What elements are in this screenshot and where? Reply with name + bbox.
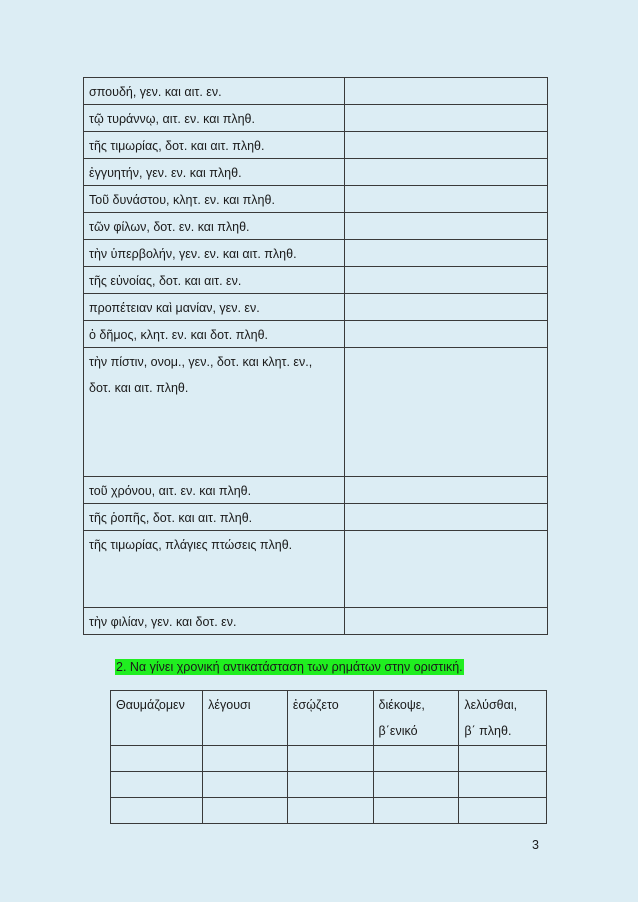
- verb-sublabel: β΄ πληθ.: [464, 724, 512, 738]
- answer-cell: [344, 267, 547, 294]
- answer-cell: [373, 772, 459, 798]
- verb-label: λέγουσι: [208, 698, 251, 712]
- answer-cell: [344, 531, 547, 608]
- table-row: [84, 531, 548, 608]
- table-row: [84, 504, 548, 531]
- table-row: [84, 159, 548, 186]
- answer-cell: [344, 213, 547, 240]
- exercise-2-heading: 2. Να γίνει χρονική αντικατάσταση των ρημάτων στην οριστική.: [116, 660, 463, 674]
- case-exercise-table: [83, 77, 548, 635]
- table-row: [84, 240, 548, 267]
- answer-cell: [344, 186, 547, 213]
- answer-cell: [373, 798, 459, 824]
- answer-cell: [344, 608, 547, 635]
- answer-cell: [344, 504, 547, 531]
- table-row: [111, 746, 547, 772]
- table-row: [84, 186, 548, 213]
- word-cell: τῆς ῥοπῆς, δοτ. και αιτ. πληθ.: [84, 504, 345, 531]
- answer-cell: [344, 105, 547, 132]
- answer-cell: [203, 772, 288, 798]
- table-row: [84, 348, 548, 477]
- answer-cell: [111, 746, 203, 772]
- word-line: τὴν πίστιν, ονομ., γεν., δοτ. και κλητ. εν.,: [89, 355, 313, 369]
- word-cell: τῆς εὐνοίας, δοτ. και αιτ. εν.: [84, 267, 345, 294]
- answer-cell: [111, 772, 203, 798]
- answer-cell: [459, 798, 547, 824]
- word-cell: τοῦ χρόνου, αιτ. εν. και πληθ.: [84, 477, 345, 504]
- answer-cell: [203, 746, 288, 772]
- verb-label: Θαυμάζομεν: [116, 698, 185, 712]
- answer-cell: [459, 772, 547, 798]
- verb-label: διέκοψε,: [378, 698, 425, 712]
- verb-cell: [287, 691, 373, 746]
- verb-label: ἐσῴζετο: [292, 698, 339, 712]
- answer-cell: [287, 798, 373, 824]
- table-row: [84, 608, 548, 635]
- answer-cell: [203, 798, 288, 824]
- word-cell: σπουδή, γεν. και αιτ. εν.: [84, 78, 345, 105]
- verb-cell: [373, 691, 459, 746]
- answer-cell: [344, 321, 547, 348]
- word-cell: Τοῦ δυνάστου, κλητ. εν. και πληθ.: [84, 186, 345, 213]
- word-cell: ὁ δῆμος, κλητ. εν. και δοτ. πληθ.: [84, 321, 345, 348]
- table-row: [84, 132, 548, 159]
- table-row: [84, 78, 548, 105]
- answer-cell: [344, 78, 547, 105]
- table-row: [111, 798, 547, 824]
- table-row: [111, 772, 547, 798]
- answer-cell: [287, 772, 373, 798]
- page-number: 3: [532, 838, 539, 852]
- table-row: [84, 213, 548, 240]
- word-cell: [84, 348, 345, 477]
- table-row: [84, 105, 548, 132]
- answer-cell: [373, 746, 459, 772]
- verb-cell: [203, 691, 288, 746]
- table-row: [84, 321, 548, 348]
- answer-cell: [344, 294, 547, 321]
- answer-cell: [344, 477, 547, 504]
- answer-cell: [344, 132, 547, 159]
- verb-label: λελύσθαι,: [464, 698, 518, 712]
- word-line-2: δοτ. και αιτ. πληθ.: [89, 381, 189, 395]
- verb-sublabel: β΄ενικό: [378, 724, 418, 738]
- word-cell: τῆς τιμωρίας, δοτ. και αιτ. πληθ.: [84, 132, 345, 159]
- verb-cell: [111, 691, 203, 746]
- answer-cell: [344, 348, 547, 477]
- answer-cell: [459, 746, 547, 772]
- word-cell: προπέτειαν καὶ μανίαν, γεν. εν.: [84, 294, 345, 321]
- answer-cell: [344, 159, 547, 186]
- answer-cell: [344, 240, 547, 267]
- verb-exercise-table: [110, 690, 547, 824]
- answer-cell: [287, 746, 373, 772]
- table-row: [84, 267, 548, 294]
- word-cell: τὴν φιλίαν, γεν. και δοτ. εν.: [84, 608, 345, 635]
- word-cell: τῆς τιμωρίας, πλάγιες πτώσεις πληθ.: [84, 531, 345, 608]
- table-row: [84, 477, 548, 504]
- word-cell: τὴν ὑπερβολήν, γεν. εν. και αιτ. πληθ.: [84, 240, 345, 267]
- table-row: [84, 294, 548, 321]
- table-header-row: [111, 691, 547, 746]
- word-cell: ἐγγυητήν, γεν. εν. και πληθ.: [84, 159, 345, 186]
- word-cell: τῶν φίλων, δοτ. εν. και πληθ.: [84, 213, 345, 240]
- verb-cell: [459, 691, 547, 746]
- answer-cell: [111, 798, 203, 824]
- word-cell: τῷ τυράννῳ, αιτ. εν. και πληθ.: [84, 105, 345, 132]
